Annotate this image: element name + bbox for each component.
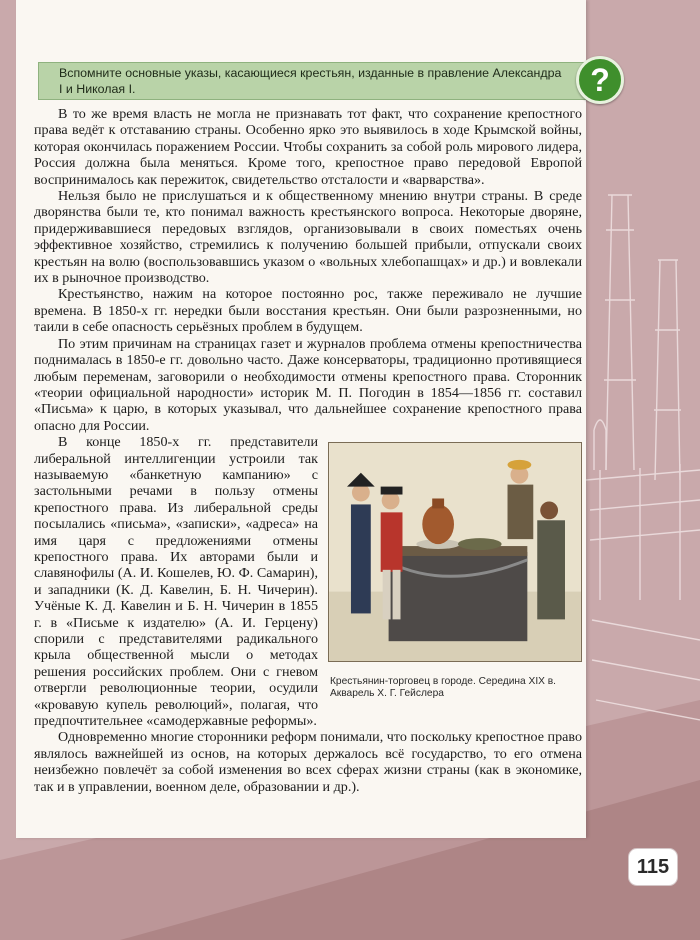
paragraph: В конце 1850-х гг. представители либеральной интеллигенции устроили так называемую «банкетную кампанию» с застольными речами в пользу отмены крепостного права. Из либеральной среды посылались «письма», «записки», «адреса» на имя царя с предложениями отмены крепостного права. Их авторами были и славянофилы (А. И. Кошелев, Ю. Ф. Самарин), и западники (К. Д. Кавелин, Б. Н. Чичерин). Учёные К. Д. Кавелин и Б. Н. Чичерин в 1855 г. в «Письме к издателю» (А. И. Герцену) спорили с представителями радикального крыла общественной мысли о методах решения российских проблем. Они с гневом отвергли революционные теории, осудили «кровавую купель революций», полагая, что предпочтительнее «самодержавные реформы». bbox=[34, 434, 318, 730]
main-text bbox=[34, 106, 582, 795]
watercolor-illustration bbox=[328, 442, 582, 662]
paragraph: Нельзя было не прислушаться и к общественному мнению внутри страны. В среде дворянства были те, кто понимал важность крестьянского вопроса. Некоторые дворяне, придерживавшиеся передовых взглядов, организовывали в своих поместьях очень эффективное хозяйство, стремились к получению большей прибыли, отпускали своих крестьян на волю (воспользовавшись указом о «вольных хлебопашцах» и др.) и вовлекали их в рыночное производство. bbox=[34, 188, 582, 287]
paragraph: В то же время власть не могла не признавать тот факт, что сохранение крепостного права ведёт к отставанию страны. Особенно ярко это выявилось в ходе Крымской войны, которая окончилась поражением России. Чтобы сохранить за собой роль мирового лидера, Россия должна была меняться. Кроме того, крепостное право передовой Европой воспринималось как пережиток, свидетельство отсталости и «варварства». bbox=[34, 106, 582, 188]
callout-text: Вспомните основные указы, касающиеся крестьян, изданные в правление Александра I и Николая I. bbox=[59, 66, 562, 96]
page-number: 115 bbox=[628, 848, 678, 886]
paragraph: Одновременно многие сторонники реформ понимали, что поскольку крепостное право являлось важнейшей из основ, на которых держалось всё государство, то его отмена неизбежно повлечёт за собой изменения во всех сферах жизни страны (как в экономике, так и в управлении, военном деле, образовании и др.). bbox=[34, 729, 582, 795]
paragraph: По этим причинам на страницах газет и журналов проблема отмены крепостничества поднималась в 1850-е гг. довольно часто. Даже консерваторы, традиционно противящиеся любым переменам, заговорили о необходимости отмены крепостного права. Сторонник «теории официальной народности» историк М. П. Погодин в 1854—1856 гг. составил «Письма» к царю, в которых указывал, что дальнейшее сохранение крепостного права опасно для России. bbox=[34, 335, 582, 434]
question-mark-icon: ? bbox=[576, 56, 624, 104]
figure bbox=[328, 442, 586, 700]
paragraph: Крестьянство, нажим на которое постоянно рос, также переживало не лучшие времена. В 1850-х гг. нередки были восстания крестьян. Они были разрозненными, но таили в себе опасность серьёзных проблем в будущем. bbox=[34, 286, 582, 336]
recall-question-callout bbox=[38, 62, 588, 100]
figure-caption: Крестьянин-торговец в городе. Середина XIX в. Акварель Х. Г. Гейслера bbox=[330, 676, 557, 700]
